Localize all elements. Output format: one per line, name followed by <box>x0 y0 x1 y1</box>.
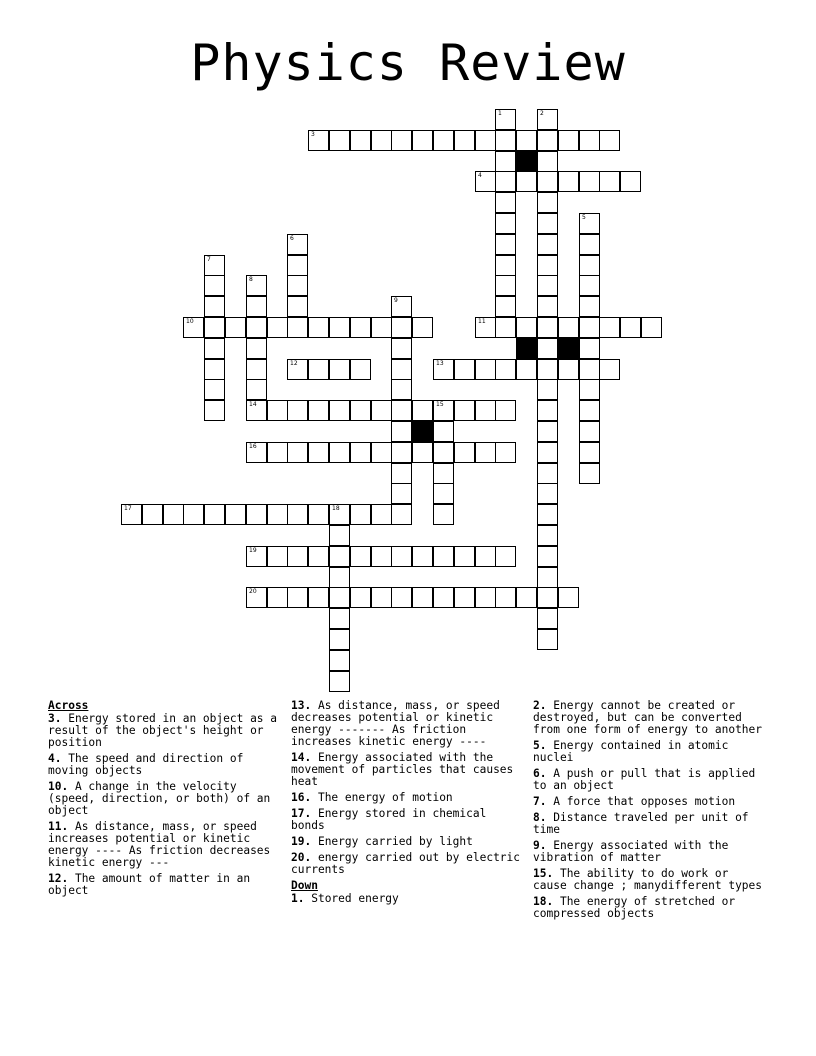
clue-text: As distance, mass, or speed decreases potential or kinetic energy ------- As friction increases kinetic energy ---- <box>291 699 500 748</box>
crossword-cell[interactable] <box>287 546 308 567</box>
crossword-cell[interactable] <box>391 338 412 359</box>
crossword-cell[interactable] <box>350 546 371 567</box>
black-square <box>516 151 537 172</box>
crossword-cell[interactable] <box>454 359 475 380</box>
clue-text: The energy of stretched or compressed objects <box>533 895 736 920</box>
crossword-cell[interactable] <box>287 255 308 276</box>
crossword-cell[interactable] <box>142 504 163 525</box>
across-clue <box>48 821 283 869</box>
crossword-cell[interactable] <box>599 359 620 380</box>
clue-number: 5 <box>582 214 586 221</box>
crossword-cell[interactable] <box>537 629 558 650</box>
clue-number-label: 6. <box>533 767 547 780</box>
clues-column-1 <box>48 700 283 901</box>
crossword-cell[interactable] <box>433 442 454 463</box>
crossword-cell[interactable] <box>329 650 350 671</box>
crossword-cell[interactable] <box>495 546 516 567</box>
clue-number-label: 18. <box>533 895 554 908</box>
clue-number: 4 <box>478 172 482 179</box>
crossword-cell[interactable] <box>537 109 558 130</box>
clue-number: 6 <box>290 235 294 242</box>
crossword-cell[interactable] <box>599 317 620 338</box>
crossword-cell[interactable] <box>495 234 516 255</box>
crossword-cell[interactable] <box>246 296 267 317</box>
clue-number: 19 <box>249 547 257 554</box>
crossword-cell[interactable] <box>371 587 392 608</box>
clue-text: energy carried out by electric currents <box>291 851 521 876</box>
crossword-cell[interactable] <box>537 234 558 255</box>
clue-text: Energy contained in atomic nuclei <box>533 739 729 764</box>
across-clue <box>48 713 283 749</box>
crossword-cell[interactable] <box>204 296 225 317</box>
crossword-cell[interactable] <box>391 483 412 504</box>
crossword-cell[interactable] <box>246 587 267 608</box>
crossword-cell[interactable] <box>308 587 329 608</box>
crossword-cell[interactable] <box>599 130 620 151</box>
crossword-cell[interactable] <box>412 317 433 338</box>
crossword-cell[interactable] <box>537 296 558 317</box>
crossword-cell[interactable] <box>537 483 558 504</box>
crossword-cell[interactable] <box>579 400 600 421</box>
down-clue <box>533 896 768 920</box>
crossword-cell[interactable] <box>475 442 496 463</box>
crossword-cell[interactable] <box>267 587 288 608</box>
black-square <box>412 421 433 442</box>
crossword-cell[interactable] <box>558 359 579 380</box>
crossword-cell[interactable] <box>391 379 412 400</box>
crossword-cell[interactable] <box>204 379 225 400</box>
clue-number-label: 7. <box>533 795 547 808</box>
crossword-cell[interactable] <box>579 379 600 400</box>
crossword-cell[interactable] <box>579 442 600 463</box>
crossword-cell[interactable] <box>183 504 204 525</box>
crossword-cell[interactable] <box>537 130 558 151</box>
crossword-cell[interactable] <box>329 359 350 380</box>
crossword-cell[interactable] <box>246 338 267 359</box>
crossword-cell[interactable] <box>537 546 558 567</box>
crossword-cell[interactable] <box>433 483 454 504</box>
clue-number: 9 <box>394 297 398 304</box>
crossword-cell[interactable] <box>267 546 288 567</box>
crossword-cell[interactable] <box>579 255 600 276</box>
crossword-cell[interactable] <box>329 587 350 608</box>
crossword-cell[interactable] <box>287 442 308 463</box>
clue-text: A force that opposes motion <box>546 795 736 808</box>
crossword-cell[interactable] <box>537 587 558 608</box>
clue-number-label: 17. <box>291 807 312 820</box>
clue-number-label: 2. <box>533 699 547 712</box>
crossword-cell[interactable] <box>516 359 537 380</box>
clue-number: 1 <box>498 110 502 117</box>
crossword-cell[interactable] <box>454 587 475 608</box>
crossword-cell[interactable] <box>599 171 620 192</box>
crossword-cell[interactable] <box>558 587 579 608</box>
clue-text: Energy associated with the vibration of matter <box>533 839 729 864</box>
crossword-cell[interactable] <box>371 504 392 525</box>
clue-number-label: 4. <box>48 752 62 765</box>
clue-text: The energy of motion <box>311 791 453 804</box>
crossword-cell[interactable] <box>308 130 329 151</box>
clue-text: Energy stored in an object as a result of the object's height or position <box>48 712 278 749</box>
crossword-cell[interactable] <box>433 546 454 567</box>
across-clue <box>291 752 526 788</box>
clues-column-3 <box>533 700 768 924</box>
crossword-cell[interactable] <box>308 504 329 525</box>
crossword-cell[interactable] <box>246 442 267 463</box>
crossword-cell[interactable] <box>495 192 516 213</box>
down-clue <box>533 840 768 864</box>
crossword-cell[interactable] <box>246 379 267 400</box>
crossword-cell[interactable] <box>537 255 558 276</box>
clue-text: Energy stored in chemical bonds <box>291 807 487 832</box>
clue-number: 20 <box>249 588 257 595</box>
crossword-cell[interactable] <box>495 359 516 380</box>
clue-text: Energy cannot be created or destroyed, but can be converted from one form of energy to another <box>533 699 763 736</box>
clue-number: 10 <box>186 318 194 325</box>
crossword-cell[interactable] <box>454 400 475 421</box>
clue-text: Distance traveled per unit of time <box>533 811 749 836</box>
crossword-cell[interactable] <box>287 504 308 525</box>
crossword-cell[interactable] <box>537 525 558 546</box>
crossword-cell[interactable] <box>391 317 412 338</box>
crossword-cell[interactable] <box>371 546 392 567</box>
crossword-cell[interactable] <box>225 317 246 338</box>
crossword-cell[interactable] <box>267 442 288 463</box>
crossword-cell[interactable] <box>308 359 329 380</box>
crossword-cell[interactable] <box>371 130 392 151</box>
crossword-cell[interactable] <box>537 400 558 421</box>
crossword-cell[interactable] <box>350 504 371 525</box>
crossword-cell[interactable] <box>287 234 308 255</box>
crossword-cell[interactable] <box>204 275 225 296</box>
crossword-cell[interactable] <box>537 317 558 338</box>
crossword-cell[interactable] <box>495 275 516 296</box>
crossword-cell[interactable] <box>433 130 454 151</box>
crossword-cell[interactable] <box>475 171 496 192</box>
across-clue <box>291 852 526 876</box>
clue-number: 13 <box>436 360 444 367</box>
clue-number-label: 9. <box>533 839 547 852</box>
clue-number-label: 8. <box>533 811 547 824</box>
crossword-cell[interactable] <box>537 421 558 442</box>
crossword-cell[interactable] <box>204 317 225 338</box>
crossword-cell[interactable] <box>537 504 558 525</box>
crossword-cell[interactable] <box>516 317 537 338</box>
crossword-cell[interactable] <box>537 608 558 629</box>
crossword-cell[interactable] <box>537 151 558 172</box>
crossword-cell[interactable] <box>391 421 412 442</box>
crossword-cell[interactable] <box>579 234 600 255</box>
crossword-cell[interactable] <box>267 504 288 525</box>
crossword-cell[interactable] <box>329 546 350 567</box>
crossword-cell[interactable] <box>350 400 371 421</box>
clue-number-label: 1. <box>291 892 305 905</box>
crossword-cell[interactable] <box>204 504 225 525</box>
crossword-cell[interactable] <box>579 171 600 192</box>
crossword-cell[interactable] <box>537 463 558 484</box>
crossword-cell[interactable] <box>350 442 371 463</box>
crossword-cell[interactable] <box>412 546 433 567</box>
crossword-cell[interactable] <box>475 359 496 380</box>
crossword-cell[interactable] <box>537 275 558 296</box>
clue-number-label: 13. <box>291 699 312 712</box>
crossword-cell[interactable] <box>121 504 142 525</box>
crossword-cell[interactable] <box>246 359 267 380</box>
clue-number: 12 <box>290 360 298 367</box>
crossword-cell[interactable] <box>329 504 350 525</box>
crossword-cell[interactable] <box>391 442 412 463</box>
clue-number-label: 3. <box>48 712 62 725</box>
crossword-cell[interactable] <box>475 587 496 608</box>
clue-number: 14 <box>249 401 257 408</box>
crossword-cell[interactable] <box>495 213 516 234</box>
crossword-cell[interactable] <box>433 400 454 421</box>
clue-number-label: 15. <box>533 867 554 880</box>
crossword-cell[interactable] <box>246 317 267 338</box>
crossword-cell[interactable] <box>371 400 392 421</box>
crossword-cell[interactable] <box>246 504 267 525</box>
crossword-cell[interactable] <box>391 130 412 151</box>
black-square <box>516 338 537 359</box>
crossword-cell[interactable] <box>433 359 454 380</box>
crossword-cell[interactable] <box>287 400 308 421</box>
crossword-cell[interactable] <box>391 463 412 484</box>
crossword-cell[interactable] <box>412 442 433 463</box>
crossword-cell[interactable] <box>537 567 558 588</box>
crossword-cell[interactable] <box>391 400 412 421</box>
crossword-cell[interactable] <box>350 359 371 380</box>
crossword-cell[interactable] <box>495 400 516 421</box>
crossword-cell[interactable] <box>454 130 475 151</box>
clue-text: The ability to do work or cause change ; manydifferent types <box>533 867 763 892</box>
crossword-cell[interactable] <box>287 275 308 296</box>
crossword-cell[interactable] <box>246 275 267 296</box>
clue-number-label: 12. <box>48 872 69 885</box>
crossword-cell[interactable] <box>475 546 496 567</box>
crossword-cell[interactable] <box>246 546 267 567</box>
crossword-cell[interactable] <box>516 130 537 151</box>
crossword-cell[interactable] <box>246 400 267 421</box>
down-clue <box>533 768 768 792</box>
crossword-cell[interactable] <box>433 504 454 525</box>
down-clue <box>533 796 768 808</box>
crossword-cell[interactable] <box>329 608 350 629</box>
crossword-cell[interactable] <box>516 587 537 608</box>
down-clue <box>291 893 526 905</box>
clue-text: Stored energy <box>304 892 399 905</box>
crossword-cell[interactable] <box>204 338 225 359</box>
crossword-cell[interactable] <box>350 317 371 338</box>
clue-number-label: 11. <box>48 820 69 833</box>
crossword-cell[interactable] <box>329 567 350 588</box>
crossword-cell[interactable] <box>558 317 579 338</box>
clue-text: A push or pull that is applied to an object <box>533 767 756 792</box>
across-clue <box>291 792 526 804</box>
crossword-cell[interactable] <box>267 400 288 421</box>
crossword-cell[interactable] <box>163 504 184 525</box>
clues-column-2 <box>291 700 526 909</box>
crossword-cell[interactable] <box>641 317 662 338</box>
crossword-cell[interactable] <box>433 587 454 608</box>
down-clue <box>533 700 768 736</box>
crossword-cell[interactable] <box>329 671 350 692</box>
crossword-cell[interactable] <box>412 400 433 421</box>
crossword-cell[interactable] <box>516 171 537 192</box>
crossword-cell[interactable] <box>537 442 558 463</box>
crossword-cell[interactable] <box>558 130 579 151</box>
crossword-cell[interactable] <box>579 317 600 338</box>
crossword-cell[interactable] <box>287 296 308 317</box>
crossword-cell[interactable] <box>579 296 600 317</box>
crossword-cell[interactable] <box>329 400 350 421</box>
crossword-cell[interactable] <box>391 359 412 380</box>
across-clue <box>291 700 526 748</box>
crossword-cell[interactable] <box>579 213 600 234</box>
crossword-cell[interactable] <box>391 546 412 567</box>
crossword-cell[interactable] <box>495 171 516 192</box>
down-clue <box>533 740 768 764</box>
crossword-cell[interactable] <box>475 400 496 421</box>
crossword-cell[interactable] <box>495 130 516 151</box>
crossword-cell[interactable] <box>433 463 454 484</box>
clue-number: 18 <box>332 505 340 512</box>
crossword-cell[interactable] <box>308 317 329 338</box>
crossword-cell[interactable] <box>475 130 496 151</box>
down-heading: Down <box>291 879 318 892</box>
crossword-cell[interactable] <box>433 421 454 442</box>
crossword-cell[interactable] <box>537 379 558 400</box>
clue-text: The amount of matter in an object <box>48 872 251 897</box>
crossword-cell[interactable] <box>579 130 600 151</box>
crossword-cell[interactable] <box>495 587 516 608</box>
crossword-cell[interactable] <box>329 317 350 338</box>
clue-number: 7 <box>207 256 211 263</box>
clue-number-label: 10. <box>48 780 69 793</box>
clue-number-label: 20. <box>291 851 312 864</box>
crossword-cell[interactable] <box>287 587 308 608</box>
down-clue <box>533 868 768 892</box>
crossword-cell[interactable] <box>329 442 350 463</box>
crossword-cell[interactable] <box>454 546 475 567</box>
crossword-cell[interactable] <box>371 317 392 338</box>
crossword-cell[interactable] <box>620 171 641 192</box>
clue-number-label: 14. <box>291 751 312 764</box>
across-clue <box>291 808 526 832</box>
crossword-cell[interactable] <box>579 359 600 380</box>
crossword-cell[interactable] <box>204 255 225 276</box>
clue-number-label: 5. <box>533 739 547 752</box>
crossword-cell[interactable] <box>267 317 288 338</box>
clue-number: 2 <box>540 110 544 117</box>
crossword-cell[interactable] <box>412 130 433 151</box>
crossword-cell[interactable] <box>579 421 600 442</box>
clue-text: As distance, mass, or speed increases potential or kinetic energy ---- As friction decreases kinetic energy --- <box>48 820 271 869</box>
clue-number-label: 16. <box>291 791 312 804</box>
clue-text: Energy carried by light <box>311 835 473 848</box>
crossword-cell[interactable] <box>537 192 558 213</box>
crossword-cell[interactable] <box>371 442 392 463</box>
across-clue <box>48 781 283 817</box>
crossword-cell[interactable] <box>329 130 350 151</box>
clue-number: 17 <box>124 505 132 512</box>
crossword-cell[interactable] <box>495 255 516 276</box>
clue-number: 11 <box>478 318 486 325</box>
across-clue <box>48 873 283 897</box>
crossword-cell[interactable] <box>475 317 496 338</box>
crossword-cell[interactable] <box>537 171 558 192</box>
crossword-cell[interactable] <box>308 400 329 421</box>
crossword-cell[interactable] <box>204 400 225 421</box>
crossword-cell[interactable] <box>308 546 329 567</box>
down-clue <box>533 812 768 836</box>
crossword-cell[interactable] <box>412 587 433 608</box>
black-square <box>558 338 579 359</box>
puzzle-title: Physics Review <box>190 34 626 92</box>
crossword-cell[interactable] <box>391 296 412 317</box>
crossword-cell[interactable] <box>579 275 600 296</box>
crossword-cell[interactable] <box>391 587 412 608</box>
crossword-cell[interactable] <box>579 338 600 359</box>
across-clue <box>48 753 283 777</box>
crossword-cell[interactable] <box>558 171 579 192</box>
clue-text: Energy associated with the movement of particles that causes heat <box>291 751 514 788</box>
crossword-cell[interactable] <box>308 442 329 463</box>
clue-text: The speed and direction of moving objects <box>48 752 244 777</box>
across-heading: Across <box>48 699 89 712</box>
crossword-cell[interactable] <box>537 359 558 380</box>
crossword-cell[interactable] <box>183 317 204 338</box>
crossword-cell[interactable] <box>537 213 558 234</box>
crossword-cell[interactable] <box>287 317 308 338</box>
crossword-cell[interactable] <box>620 317 641 338</box>
crossword-cell[interactable] <box>579 463 600 484</box>
crossword-cell[interactable] <box>495 317 516 338</box>
crossword-cell[interactable] <box>287 359 308 380</box>
clue-number: 16 <box>249 443 257 450</box>
crossword-cell[interactable] <box>350 130 371 151</box>
crossword-cell[interactable] <box>329 629 350 650</box>
clue-number: 15 <box>436 401 444 408</box>
across-clue <box>291 836 526 848</box>
crossword-cell[interactable] <box>204 359 225 380</box>
clue-number-label: 19. <box>291 835 312 848</box>
crossword-cell[interactable] <box>225 504 246 525</box>
crossword-cell[interactable] <box>495 442 516 463</box>
crossword-cell[interactable] <box>495 151 516 172</box>
crossword-cell[interactable] <box>537 338 558 359</box>
clue-text: A change in the velocity (speed, direction, or both) of an object <box>48 780 271 817</box>
crossword-cell[interactable] <box>350 587 371 608</box>
crossword-cell[interactable] <box>329 525 350 546</box>
crossword-cell[interactable] <box>454 442 475 463</box>
crossword-cell[interactable] <box>495 109 516 130</box>
clue-number: 3 <box>311 131 315 138</box>
crossword-cell[interactable] <box>495 296 516 317</box>
crossword-cell[interactable] <box>391 504 412 525</box>
clue-number: 8 <box>249 276 253 283</box>
